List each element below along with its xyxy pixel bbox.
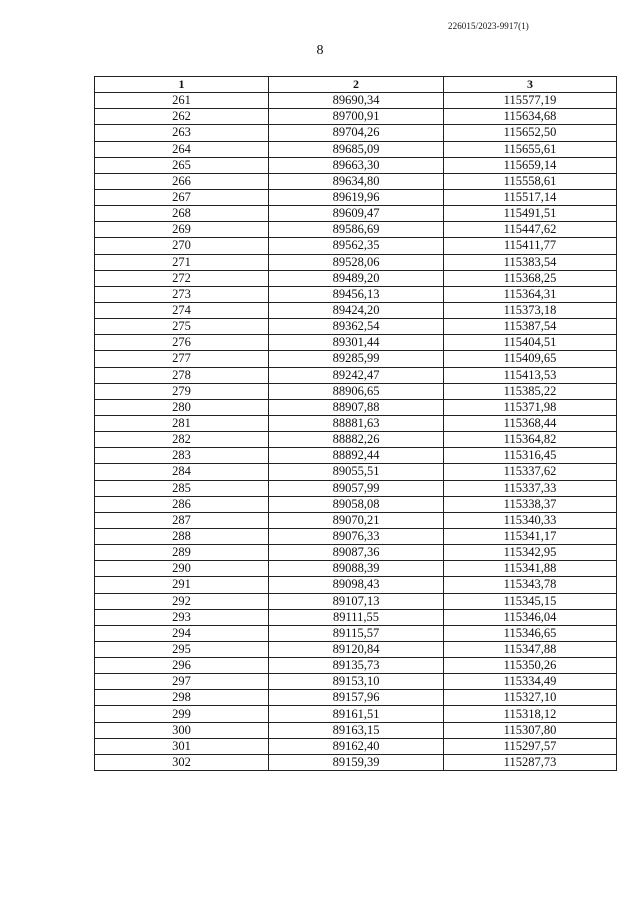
y-coordinate-cell: 115341,88 — [444, 561, 617, 577]
point-number-cell: 275 — [95, 319, 269, 335]
table-row — [95, 738, 617, 754]
point-number-cell: 297 — [95, 674, 269, 690]
y-coordinate-cell: 115383,54 — [444, 254, 617, 270]
y-coordinate-cell: 115655,61 — [444, 141, 617, 157]
table-body — [95, 93, 617, 771]
y-coordinate-cell: 115345,15 — [444, 593, 617, 609]
coordinates-table — [94, 76, 617, 771]
table-row — [95, 270, 617, 286]
table-row — [95, 545, 617, 561]
table-row — [95, 432, 617, 448]
x-coordinate-cell: 89159,39 — [269, 754, 444, 770]
point-number-cell: 263 — [95, 125, 269, 141]
y-coordinate-cell: 115350,26 — [444, 658, 617, 674]
x-coordinate-cell: 89076,33 — [269, 528, 444, 544]
table-row — [95, 335, 617, 351]
table-row — [95, 173, 617, 189]
x-coordinate-cell: 89619,96 — [269, 189, 444, 205]
point-number-cell: 279 — [95, 383, 269, 399]
table-row — [95, 109, 617, 125]
point-number-cell: 294 — [95, 625, 269, 641]
x-coordinate-cell: 89088,39 — [269, 561, 444, 577]
x-coordinate-cell: 89456,13 — [269, 286, 444, 302]
point-number-cell: 278 — [95, 367, 269, 383]
point-number-cell: 292 — [95, 593, 269, 609]
table-row — [95, 496, 617, 512]
y-coordinate-cell: 115387,54 — [444, 319, 617, 335]
x-coordinate-cell: 89135,73 — [269, 658, 444, 674]
point-number-cell: 300 — [95, 722, 269, 738]
table-row — [95, 189, 617, 205]
point-number-cell: 293 — [95, 609, 269, 625]
x-coordinate-cell: 89700,91 — [269, 109, 444, 125]
y-coordinate-cell: 115659,14 — [444, 157, 617, 173]
x-coordinate-cell: 89098,43 — [269, 577, 444, 593]
y-coordinate-cell: 115634,68 — [444, 109, 617, 125]
point-number-cell: 274 — [95, 302, 269, 318]
y-coordinate-cell: 115342,95 — [444, 545, 617, 561]
table-row — [95, 93, 617, 109]
x-coordinate-cell: 88892,44 — [269, 448, 444, 464]
x-coordinate-cell: 89704,26 — [269, 125, 444, 141]
x-coordinate-cell: 88882,26 — [269, 432, 444, 448]
y-coordinate-cell: 115341,17 — [444, 528, 617, 544]
table-row — [95, 577, 617, 593]
table-row — [95, 754, 617, 770]
document-id: 226015/2023-9917(1) — [448, 21, 529, 31]
y-coordinate-cell: 115413,53 — [444, 367, 617, 383]
point-number-cell: 281 — [95, 415, 269, 431]
y-coordinate-cell: 115517,14 — [444, 189, 617, 205]
x-coordinate-cell: 89424,20 — [269, 302, 444, 318]
y-coordinate-cell: 115334,49 — [444, 674, 617, 690]
point-number-cell: 295 — [95, 641, 269, 657]
y-coordinate-cell: 115368,44 — [444, 415, 617, 431]
table-row — [95, 609, 617, 625]
point-number-cell: 269 — [95, 222, 269, 238]
point-number-cell: 272 — [95, 270, 269, 286]
x-coordinate-cell: 89120,84 — [269, 641, 444, 657]
y-coordinate-cell: 115346,65 — [444, 625, 617, 641]
point-number-cell: 261 — [95, 93, 269, 109]
table-row — [95, 512, 617, 528]
x-coordinate-cell: 89107,13 — [269, 593, 444, 609]
x-coordinate-cell: 89489,20 — [269, 270, 444, 286]
column-header-2: 2 — [269, 77, 444, 93]
table-row — [95, 383, 617, 399]
point-number-cell: 267 — [95, 189, 269, 205]
x-coordinate-cell: 89070,21 — [269, 512, 444, 528]
point-number-cell: 284 — [95, 464, 269, 480]
table-row — [95, 302, 617, 318]
point-number-cell: 291 — [95, 577, 269, 593]
point-number-cell: 302 — [95, 754, 269, 770]
y-coordinate-cell: 115652,50 — [444, 125, 617, 141]
point-number-cell: 289 — [95, 545, 269, 561]
x-coordinate-cell: 89162,40 — [269, 738, 444, 754]
y-coordinate-cell: 115491,51 — [444, 206, 617, 222]
x-coordinate-cell: 89087,36 — [269, 545, 444, 561]
table-row — [95, 658, 617, 674]
table-row — [95, 690, 617, 706]
y-coordinate-cell: 115327,10 — [444, 690, 617, 706]
y-coordinate-cell: 115411,77 — [444, 238, 617, 254]
table-row — [95, 641, 617, 657]
table-row — [95, 238, 617, 254]
x-coordinate-cell: 89562,35 — [269, 238, 444, 254]
table-row — [95, 415, 617, 431]
table-row — [95, 157, 617, 173]
table-row — [95, 464, 617, 480]
table-row — [95, 286, 617, 302]
table-row — [95, 222, 617, 238]
point-number-cell: 276 — [95, 335, 269, 351]
y-coordinate-cell: 115364,82 — [444, 432, 617, 448]
point-number-cell: 288 — [95, 528, 269, 544]
y-coordinate-cell: 115373,18 — [444, 302, 617, 318]
point-number-cell: 262 — [95, 109, 269, 125]
point-number-cell: 286 — [95, 496, 269, 512]
point-number-cell: 290 — [95, 561, 269, 577]
y-coordinate-cell: 115347,88 — [444, 641, 617, 657]
x-coordinate-cell: 89301,44 — [269, 335, 444, 351]
y-coordinate-cell: 115287,73 — [444, 754, 617, 770]
x-coordinate-cell: 88881,63 — [269, 415, 444, 431]
x-coordinate-cell: 89157,96 — [269, 690, 444, 706]
x-coordinate-cell: 88907,88 — [269, 399, 444, 415]
point-number-cell: 280 — [95, 399, 269, 415]
x-coordinate-cell: 89242,47 — [269, 367, 444, 383]
x-coordinate-cell: 89690,34 — [269, 93, 444, 109]
x-coordinate-cell: 89609,47 — [269, 206, 444, 222]
table-row — [95, 448, 617, 464]
table-row — [95, 561, 617, 577]
point-number-cell: 296 — [95, 658, 269, 674]
point-number-cell: 287 — [95, 512, 269, 528]
point-number-cell: 299 — [95, 706, 269, 722]
table-header-row — [95, 77, 617, 93]
x-coordinate-cell: 89634,80 — [269, 173, 444, 189]
x-coordinate-cell: 89115,57 — [269, 625, 444, 641]
x-coordinate-cell: 88906,65 — [269, 383, 444, 399]
y-coordinate-cell: 115337,33 — [444, 480, 617, 496]
y-coordinate-cell: 115368,25 — [444, 270, 617, 286]
point-number-cell: 282 — [95, 432, 269, 448]
y-coordinate-cell: 115316,45 — [444, 448, 617, 464]
point-number-cell: 270 — [95, 238, 269, 254]
point-number-cell: 268 — [95, 206, 269, 222]
y-coordinate-cell: 115364,31 — [444, 286, 617, 302]
table-row — [95, 367, 617, 383]
table-row — [95, 206, 617, 222]
y-coordinate-cell: 115340,33 — [444, 512, 617, 528]
table-row — [95, 722, 617, 738]
x-coordinate-cell: 89685,09 — [269, 141, 444, 157]
y-coordinate-cell: 115404,51 — [444, 335, 617, 351]
y-coordinate-cell: 115297,57 — [444, 738, 617, 754]
y-coordinate-cell: 115338,37 — [444, 496, 617, 512]
x-coordinate-cell: 89058,08 — [269, 496, 444, 512]
point-number-cell: 285 — [95, 480, 269, 496]
y-coordinate-cell: 115371,98 — [444, 399, 617, 415]
table-row — [95, 125, 617, 141]
x-coordinate-cell: 89528,06 — [269, 254, 444, 270]
column-header-3: 3 — [444, 77, 617, 93]
point-number-cell: 298 — [95, 690, 269, 706]
table-row — [95, 399, 617, 415]
column-header-1: 1 — [95, 77, 269, 93]
y-coordinate-cell: 115307,80 — [444, 722, 617, 738]
point-number-cell: 283 — [95, 448, 269, 464]
point-number-cell: 271 — [95, 254, 269, 270]
x-coordinate-cell: 89163,15 — [269, 722, 444, 738]
table-row — [95, 674, 617, 690]
x-coordinate-cell: 89057,99 — [269, 480, 444, 496]
y-coordinate-cell: 115337,62 — [444, 464, 617, 480]
y-coordinate-cell: 115558,61 — [444, 173, 617, 189]
table-row — [95, 480, 617, 496]
table-row — [95, 625, 617, 641]
y-coordinate-cell: 115318,12 — [444, 706, 617, 722]
point-number-cell: 265 — [95, 157, 269, 173]
table-row — [95, 141, 617, 157]
x-coordinate-cell: 89055,51 — [269, 464, 444, 480]
point-number-cell: 264 — [95, 141, 269, 157]
point-number-cell: 277 — [95, 351, 269, 367]
x-coordinate-cell: 89111,55 — [269, 609, 444, 625]
table-row — [95, 706, 617, 722]
point-number-cell: 273 — [95, 286, 269, 302]
y-coordinate-cell: 115343,78 — [444, 577, 617, 593]
y-coordinate-cell: 115577,19 — [444, 93, 617, 109]
table-row — [95, 351, 617, 367]
point-number-cell: 301 — [95, 738, 269, 754]
y-coordinate-cell: 115385,22 — [444, 383, 617, 399]
point-number-cell: 266 — [95, 173, 269, 189]
x-coordinate-cell: 89663,30 — [269, 157, 444, 173]
table-row — [95, 254, 617, 270]
x-coordinate-cell: 89161,51 — [269, 706, 444, 722]
y-coordinate-cell: 115346,04 — [444, 609, 617, 625]
table-row — [95, 593, 617, 609]
x-coordinate-cell: 89285,99 — [269, 351, 444, 367]
page-number: 8 — [316, 43, 324, 58]
x-coordinate-cell: 89586,69 — [269, 222, 444, 238]
x-coordinate-cell: 89362,54 — [269, 319, 444, 335]
table-row — [95, 528, 617, 544]
x-coordinate-cell: 89153,10 — [269, 674, 444, 690]
y-coordinate-cell: 115409,65 — [444, 351, 617, 367]
table-row — [95, 319, 617, 335]
y-coordinate-cell: 115447,62 — [444, 222, 617, 238]
